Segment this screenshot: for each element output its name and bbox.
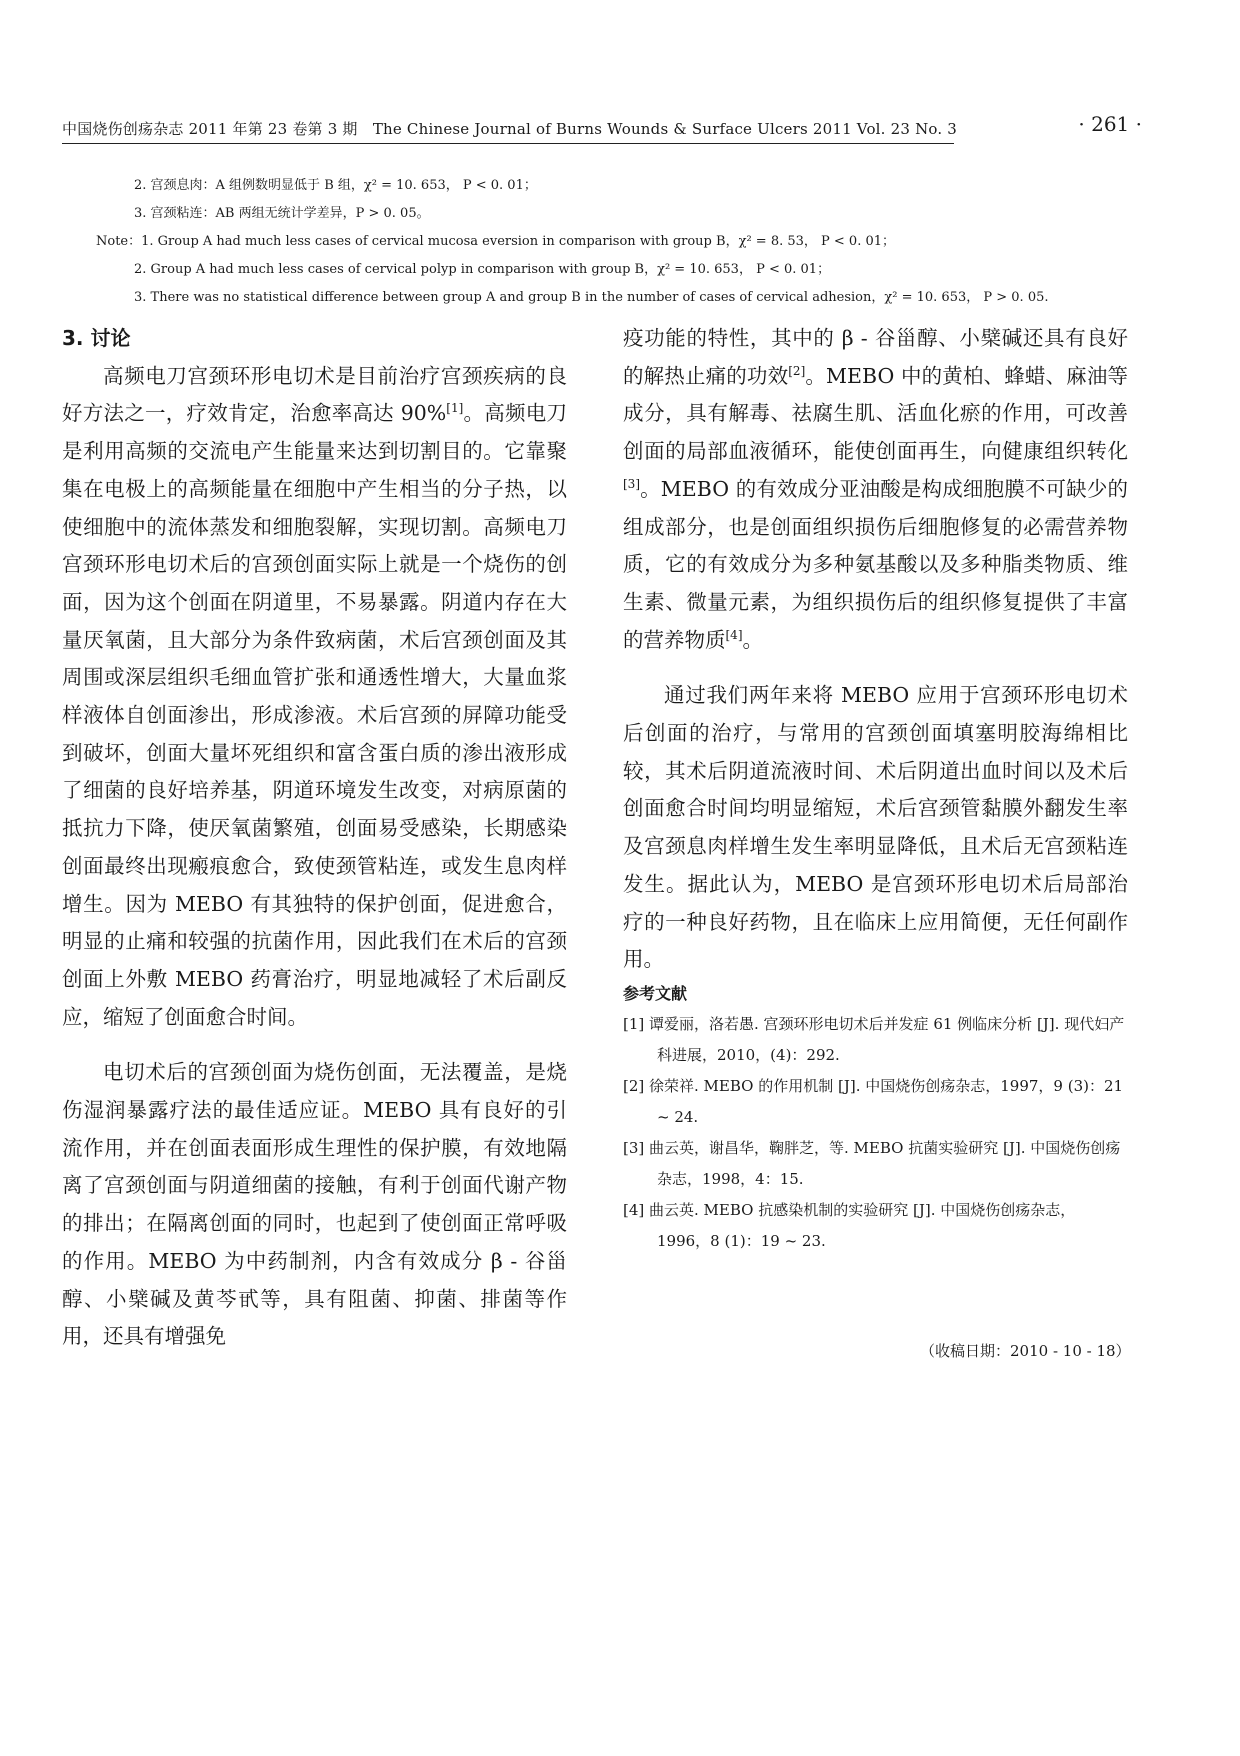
- reference-item: [2] 徐荣祥. MEBO 的作用机制 [J]. 中国烧伤创疡杂志，1997，9 (3)：21 ~ 24.: [623, 1076, 1124, 1126]
- references-heading: 参考文献: [623, 983, 688, 1003]
- reference-item: [1] 谭爱丽，洛若愚. 宫颈环形电切术后并发症 61 例临床分析 [J]. 现代妇产科进展，2010，(4)：292.: [623, 1014, 1125, 1064]
- section-heading: 3. 讨论: [62, 326, 131, 350]
- discussion-paragraph-3: 通过我们两年来将 MEBO 应用于宫颈环形电切术后创面的治疗，与常用的宫颈创面填塞明胶海绵相比较，其术后阴道流液时间、术后阴道出血时间以及术后创面愈合时间均明显缩短，术后宫颈管黏膜外翻发生率及宫颈息肉样增生发生率明显降低，且术后无宫颈粘连发生。据此认为，MEBO 是宫颈环形电切术后局部治疗的一种良好药物，且在临床上应用简便，无任何副作用。: [623, 683, 1128, 972]
- discussion-paragraph-2: 电切术后的宫颈创面为烧伤创面，无法覆盖，是烧伤湿润暴露疗法的最佳适应证。MEBO 具有良好的引流作用，并在创面表面形成生理性的保护膜，有效地隔离了宫颈创面与阴道细菌的接触，有利于创面代谢产物的排出；在隔离创面的同时，也起到了使创面正常呼吸的作用。MEBO 为中药制剂，内含有效成分 β - 谷甾醇、小檗碱及黄芩甙等，具有阻菌、抑菌、排菌等作用，还具有增强免: [62, 1060, 567, 1349]
- citation: [2]: [788, 363, 806, 378]
- citation: [3]: [623, 476, 640, 491]
- table-note-cn-3: 3. 宫颈粘连：AB 两组无统计学差异，P > 0. 05。: [134, 206, 430, 221]
- citation: [4]: [725, 627, 743, 642]
- table-note-cn-2: 2. 宫颈息肉：A 组例数明显低于 B 组，χ² = 10. 653， P < 0. 01；: [134, 178, 537, 193]
- reference-item: [3] 曲云英，谢昌华，鞠胖芝，等. MEBO 抗菌实验研究 [J]. 中国烧伤创疡杂志，1998，4：15.: [623, 1138, 1121, 1188]
- table-note-en-2: 2. Group A had much less cases of cervical polyp in comparison with group B，χ² = 10. 653， P < 0. 01；: [134, 262, 831, 277]
- table-note-en-3: 3. There was no statistical difference between group A and group B in the number of cases of cervical adhesion，χ² = 10. 653， P > 0. 05.: [134, 290, 1049, 305]
- citation: [1]: [446, 401, 464, 416]
- discussion-paragraph-2-continued: 疫功能的特性，其中的 β - 谷甾醇、小檗碱还具有良好的解热止痛的功效[2]。MEBO 中的黄柏、蜂蜡、麻油等成分，具有解毒、祛腐生肌、活血化瘀的作用，可改善创面的局部血液循环，能使创面再生，向健康组织转化[3]。MEBO 的有效成分亚油酸是构成细胞膜不可缺少的组成部分，也是创面组织损伤后细胞修复的必需营养物质，它的有效成分为多种氨基酸以及多种脂类物质、维生素、微量元素，为组织损伤后的组织修复提供了丰富的营养物质[4]。: [623, 326, 1128, 652]
- left-column: [62, 320, 567, 1356]
- table-note-en-1: Note：1. Group A had much less cases of cervical mucosa eversion in comparison with group B，χ² = 8. 53， P < 0. 01；: [96, 234, 896, 249]
- journal-citation-line: 中国烧伤创疡杂志 2011 年第 23 卷第 3 期 The Chinese Journal of Burns Wounds & Surface Ulcers 2011 Vol. 23 No. 3: [62, 120, 958, 138]
- received-date: （收稿日期：2010 - 10 - 18）: [920, 1342, 1131, 1360]
- running-header: [62, 112, 1142, 146]
- reference-item: [4] 曲云英. MEBO 抗感染机制的实验研究 [J]. 中国烧伤创疡杂志，1996，8 (1)：19 ~ 23.: [623, 1200, 1076, 1250]
- header-rule: [62, 143, 954, 144]
- right-column: [623, 320, 1128, 1257]
- table-notes: [96, 172, 1146, 312]
- page-number: · 261 ·: [1078, 112, 1142, 136]
- discussion-paragraph-1: 高频电刀宫颈环形电切术是目前治疗宫颈疾病的良好方法之一，疗效肯定，治愈率高达 90%[1]。高频电刀是利用高频的交流电产生能量来达到切割目的。它靠聚集在电极上的高频能量在细胞中产生相当的分子热，以使细胞中的流体蒸发和细胞裂解，实现切割。高频电刀宫颈环形电切术后的宫颈创面实际上就是一个烧伤的创面，因为这个创面在阴道里，不易暴露。阴道内存在大量厌氧菌，且大部分为条件致病菌，术后宫颈创面及其周围或深层组织毛细血管扩张和通透性增大，大量血浆样液体自创面渗出，形成渗液。术后宫颈的屏障功能受到破坏，创面大量坏死组织和富含蛋白质的渗出液形成了细菌的良好培养基，阴道环境发生改变，对病原菌的抵抗力下降，使厌氧菌繁殖，创面易受感染，长期感染创面最终出现瘢痕愈合，致使颈管粘连，或发生息肉样增生。因为 MEBO 有其独特的保护创面，促进愈合，明显的止痛和较强的抗菌作用，因此我们在术后的宫颈创面上外敷 MEBO 药膏治疗，明显地减轻了术后副反应，缩短了创面愈合时间。: [62, 363, 567, 1029]
